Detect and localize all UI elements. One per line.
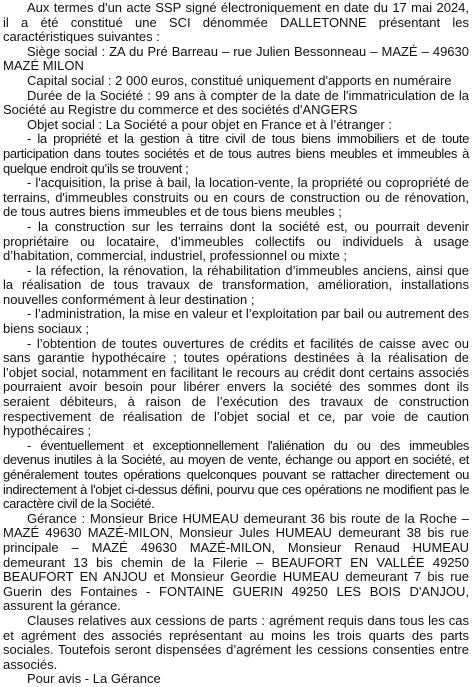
purpose-item-credit: - l’obtention de toutes ouvertures de crédits et facilités de caisse avec ou sans garantie hypothécaire ; toutes opérations destinées à la réalisation de l’objet social, notamment en facilitant le recours au crédit dont certains associés pourraient avoir besoin pour libérer envers la société des sommes dont ils seraient débiteurs, à raison de l’exécution des travaux de construction respectivement de réalisation de l’objet social et ce, par voie de caution hypothécaires ; (3, 335, 469, 439)
registered-office-paragraph: Siège social : ZA du Pré Barreau – rue Julien Bessonneau – MAZÉ – 49630 MAZÉ MILON (3, 43, 469, 74)
purpose-item-disposal: - éventuellement et exceptionnellement l'aliénation du ou des immeubles devenus inutiles à la Société, au moyen de vente, échange ou apport en société, et généralement toutes opérations quelconques pouvant se rattacher directement ou indirectement à l'objet ci-dessus défini, pourvu que ces opérations ne modifient pas le caractère civil de la Société. (3, 437, 469, 512)
company-duration-paragraph: Durée de la Société : 99 ans à compter de la date de l'immatriculation de la Société au Registre du commerce et des sociétés d'ANGERS (3, 87, 469, 118)
management-paragraph: Gérance : Monsieur Brice HUMEAU demeurant 36 bis route de la Roche – MAZÉ 49630 MAZÉ-MILON, Monsieur Jules HUMEAU demeurant 38 bis rue principale – MAZÉ 49630 MAZÉ-MILON, Monsieur Renaud HUMEAU demeurant 13 bis chemin de la Filerie – BEAUFORT EN VALLÉE 49250 BEAUFORT EN ANJOU et Monsieur Geordie HUMEAU demeurant 7 bis rue Guerin des Fontaines - FONTAINE GUERIN 49250 LES BOIS D'ANJOU, assurent la gérance. (3, 510, 469, 614)
purpose-item-acquisition: - l'acquisition, la prise à bail, la location-vente, la propriété ou copropriété de terrains, d'immeubles construits ou en cours de construction ou de rénovation, de tous autres biens immeubles et de tous biens meubles ; (3, 175, 469, 220)
purpose-item-construction: - la construction sur les terrains dont la société est, ou pourrait devenir propriétaire ou locataire, d’immeubles collectifs ou individuels à usage d’habitation, commercial, industriel, professionnel ou mixte ; (3, 218, 469, 264)
share-transfer-paragraph: Clauses relatives aux cessions de parts : agrément requis dans tous les cas et agrément des associés représentant au moins les trois quarts des parts sociales. Toutefois seront dispensées d’agrément les cessions consenties entre associés. (3, 612, 469, 672)
share-capital-paragraph: Capital social : 2 000 euros, constitué uniquement d'apports en numéraire (27, 72, 452, 88)
purpose-item-renovation: - la réfection, la rénovation, la réhabilitation d’immeubles anciens, ainsi que la réalisation de tous travaux de transformation, amélioration, installations nouvelles conformément à leur destination ; (3, 262, 469, 307)
corporate-purpose-heading: Objet social : La Société a pour objet en France et à l’étranger : (27, 116, 392, 132)
purpose-item-ownership: - la propriété et la gestion à titre civil de tous biens immobiliers et de toute participation dans toutes sociétés et de tous autres biens meubles et immeubles à quelque endroit qu’ils se trouvent ; (3, 131, 469, 176)
purpose-item-administration: - l’administration, la mise en valeur et l’exploitation par bail ou autrement des biens sociaux ; (3, 306, 469, 337)
notice-intro-paragraph: Aux termes d'un acte SSP signé électroniquement en date du 17 mai 2024, il a été constitué une SCI dénommée DALLETONNE présentant les caractéristiques suivantes : (3, 0, 469, 45)
notice-signature: Pour avis - La Gérance (27, 671, 161, 687)
